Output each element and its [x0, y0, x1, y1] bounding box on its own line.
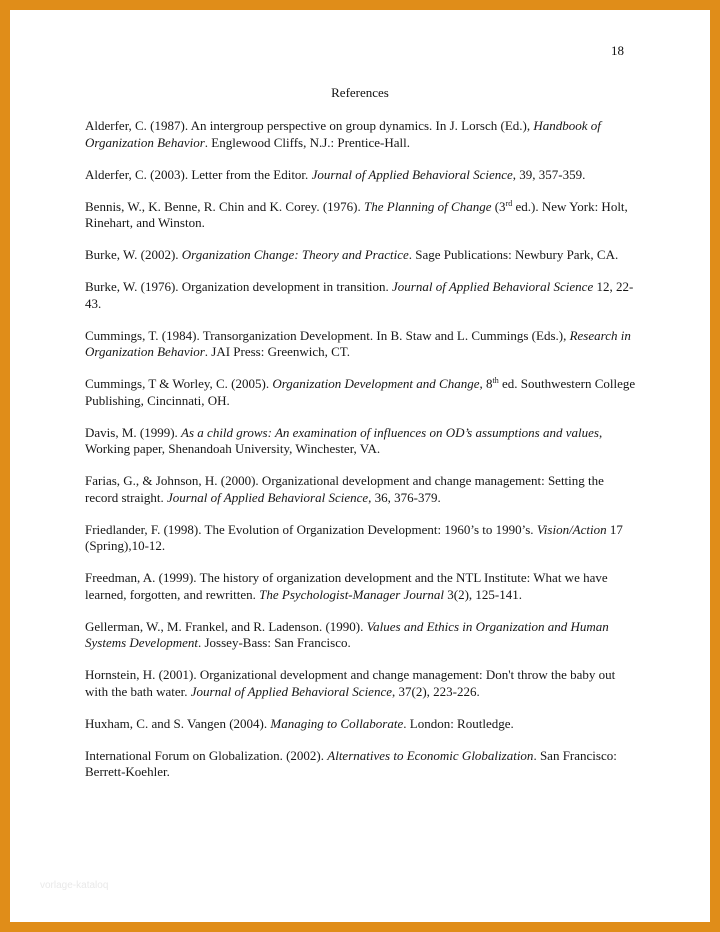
reference-entry [85, 199, 640, 232]
reference-text: ed.). New York: Holt, Rinehart, and Winston. [85, 198, 628, 230]
reference-entry [85, 473, 640, 506]
reference-entry [85, 425, 640, 458]
document-page [10, 10, 710, 922]
reference-text: . Englewood Cliffs, N.J.: Prentice-Hall. [204, 134, 410, 150]
reference-text: Bennis, W., K. Benne, R. Chin and K. Corey. (1976). [85, 198, 364, 214]
superscript-ordinal: rd [505, 198, 513, 208]
reference-entry [85, 376, 640, 409]
reference-title: Journal of Applied Behavioral Science [311, 166, 513, 182]
reference-text: 8 [482, 376, 493, 391]
reference-title: Research in Organization Behavior [85, 327, 631, 359]
reference-text: Burke, W. (2002). [85, 247, 182, 262]
reference-text: International Forum on Globalization. (2002). [85, 747, 328, 763]
reference-entry [85, 748, 640, 781]
reference-title: Organization Change: Theory and Practice [181, 247, 409, 262]
page-heading: References [331, 85, 389, 100]
reference-text: Alderfer, C. (2003). Letter from the Editor. [85, 166, 312, 182]
reference-text: Hornstein, H. (2001). Organizational development and change management: Don't throw the baby out with the bath water. [85, 667, 616, 699]
reference-entry [85, 570, 640, 603]
reference-entry [85, 247, 640, 264]
reference-text: ed. Southwestern College Publishing, Cincinnati, OH. [85, 376, 636, 408]
reference-title: Journal of Applied Behavioral Science [190, 683, 392, 699]
reference-entry [85, 167, 640, 184]
reference-text: 17 (Spring),10-12. [85, 521, 623, 553]
reference-text: Burke, W. (1976). Organization development in transition. [85, 279, 393, 294]
reference-text: , 37(2), 223-226. [392, 683, 480, 699]
reference-text: , Working paper, Shenandoah University, Winchester, VA. [85, 424, 603, 456]
reference-text: Cummings, T. (1984). Transorganization Development. In B. Staw and L. Cummings (Eds.), [85, 327, 570, 343]
reference-text: . San Francisco: Berrett-Koehler. [85, 747, 617, 779]
references-list [85, 118, 640, 796]
reference-title: The Planning of Change [364, 198, 492, 214]
reference-title: Vision/Action [536, 521, 607, 537]
reference-title: The Psychologist-Manager Journal [259, 586, 444, 602]
reference-title: Values and Ethics in Organization and Human Systems Development [85, 618, 609, 650]
reference-text: 12, 22-43. [85, 279, 634, 311]
reference-title: As a child grows: An examination of influences on OD’s assumptions and values [181, 424, 599, 440]
reference-title: Alternatives to Economic Globalization [327, 747, 534, 763]
reference-text: 3(2), 125-141. [444, 586, 522, 602]
reference-title: Journal of Applied Behavioral Science [166, 489, 369, 505]
reference-entry [85, 118, 640, 151]
superscript-ordinal: th [492, 376, 499, 385]
reference-text: (3 [491, 198, 506, 214]
reference-text: Cummings, T & Worley, C. (2005). [85, 376, 273, 391]
reference-title: Organization Development and Change, [272, 376, 483, 391]
reference-entry [85, 619, 640, 652]
reference-text: . London: Routledge. [403, 715, 514, 731]
reference-text: Alderfer, C. (1987). An intergroup perspective on group dynamics. In J. Lorsch (Ed.), [85, 118, 534, 133]
reference-text: Friedlander, F. (1998). The Evolution of Organization Development: 1960’s to 1990’s. [85, 521, 537, 537]
reference-title: Journal of Applied Behavioral Science [392, 279, 594, 294]
reference-entry [85, 667, 640, 700]
reference-text: Freedman, A. (1999). The history of organization development and the NTL Institute: What we have learned, forgotten, and rewritten. [85, 570, 608, 602]
reference-text: . JAI Press: Greenwich, CT. [204, 344, 351, 359]
reference-text: . Sage Publications: Newbury Park, CA. [408, 247, 619, 262]
reference-title: Managing to Collaborate [270, 715, 404, 731]
page-number: 18 [611, 43, 624, 58]
reference-entry [85, 716, 640, 733]
reference-entry [85, 522, 640, 555]
reference-text: Gellerman, W., M. Frankel, and R. Ladenson. (1990). [85, 618, 367, 634]
reference-entry [85, 328, 640, 361]
reference-text: Huxham, C. and S. Vangen (2004). [85, 715, 271, 731]
watermark: vorlage-kataloq [40, 880, 109, 891]
reference-text: , 36, 376-379. [368, 489, 441, 505]
reference-text: , 39, 357-359. [512, 166, 586, 182]
reference-text: Farias, G., & Johnson, H. (2000). Organizational development and change management: Setting the record straight. [85, 473, 604, 505]
reference-text: Davis, M. (1999). [85, 424, 182, 440]
reference-entry [85, 279, 640, 312]
reference-title: Handbook of Organization Behavior [85, 118, 601, 150]
reference-text: . Jossey-Bass: San Francisco. [198, 635, 351, 650]
